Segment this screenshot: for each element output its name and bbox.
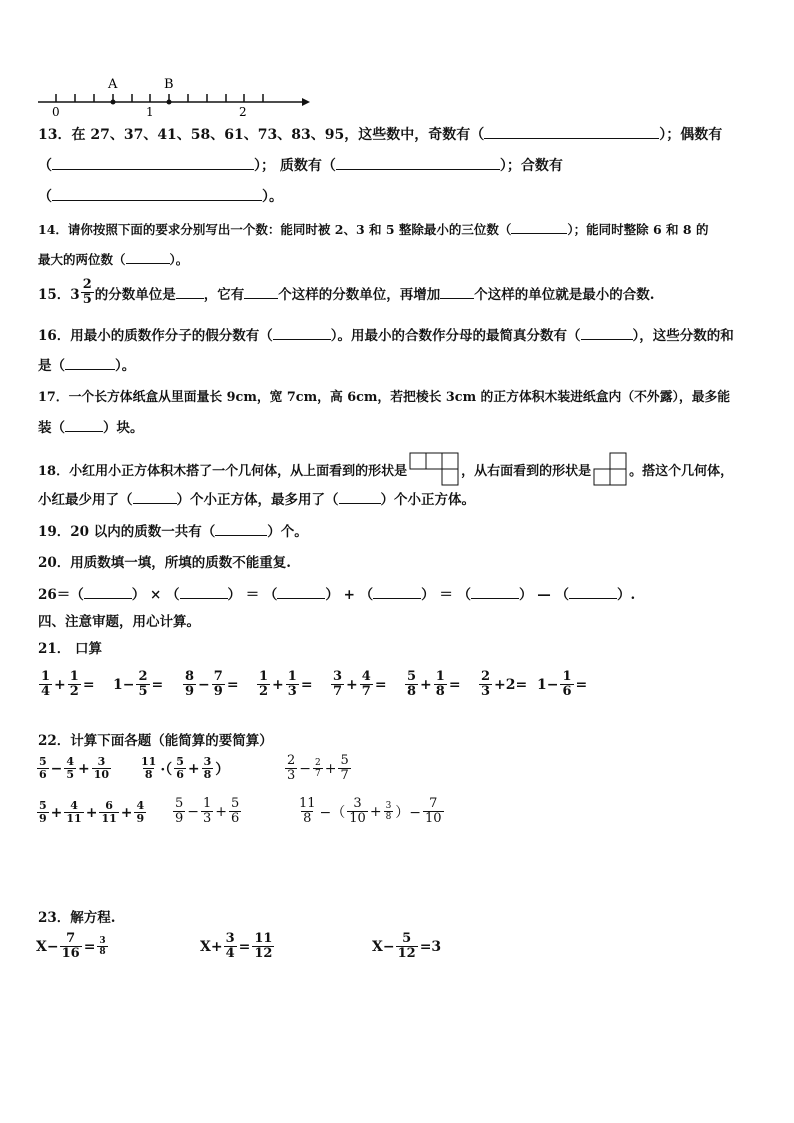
q21-row — [38, 670, 598, 710]
right-view-shape — [593, 452, 627, 486]
q16-line2: 是（ ）。 — [38, 358, 136, 374]
blank[interactable] — [126, 251, 170, 264]
top-view-shape — [409, 452, 459, 486]
q17-line1: 17．一个长方体纸盒从里面量长 9cm，宽 7cm，高 6cm，若把棱长 3cm 的正方体积木装进纸盒内（不外露），最多能 — [38, 390, 731, 405]
blank[interactable] — [581, 327, 633, 340]
q13-line3: （ ）。 — [38, 189, 283, 205]
q14-line1: 14．请你按照下面的要求分别写出一个数：能同时被 2、3 和 5 整除最小的三位数（ ）；能同时整除 6 和 8 的 — [38, 222, 709, 237]
point-b — [167, 100, 172, 105]
section-heading: 四、注意审题，用心计算。 — [38, 614, 200, 630]
tick-0: 0 — [52, 105, 60, 119]
q13-line2: （ ）； 质数有（ ）；合数有 — [38, 158, 563, 174]
number-line — [36, 72, 316, 122]
q23-eq-2: X+ $\frac{3}{4}$ = $\frac{11}{12}$ — [200, 931, 273, 961]
q21-item: $\frac{1}{2}$ + $\frac{1}{3}$ = — [259, 669, 313, 699]
blank[interactable] — [84, 586, 132, 599]
q21-item: $\frac{8}{9}$ − $\frac{7}{9}$ = — [185, 669, 239, 699]
q22-item-3: $\frac{2}{3}$ − $\frac{2}{7}$ + $\frac{5}{7}$ — [287, 753, 349, 783]
q20-title: 20．用质数填一填，所填的质数不能重复. — [38, 555, 291, 571]
blank[interactable] — [336, 157, 500, 170]
q19-line: 19．20 以内的质数一共有（ ）个。 — [38, 524, 308, 540]
q22-item-4: $\frac{5}{9}$ + $\frac{4}{11}$ + $\frac{6}{11}$ + $\frac{4}{9}$ — [39, 799, 145, 825]
blank[interactable] — [484, 126, 659, 139]
q16-line1: 16．用最小的质数作分子的假分数有（ ）。用最小的合数作分母的最简真分数有（ ），这些分数的和 — [38, 328, 734, 344]
q22-item-2: $\frac{11}{8}$ ·（ $\frac{5}{6}$ + $\frac{3}{8}$ ） — [141, 755, 230, 781]
blank[interactable] — [440, 286, 474, 299]
q14-line2: 最大的两位数（ ）。 — [38, 252, 189, 267]
label-b: B — [164, 77, 174, 92]
label-a: A — [108, 77, 118, 92]
blank[interactable] — [65, 357, 115, 370]
blank[interactable] — [215, 523, 267, 536]
q22-item-5: $\frac{5}{9}$ − $\frac{1}{3}$ + $\frac{5}{6}$ — [175, 796, 240, 826]
q21-item: $\frac{2}{3}$ +2= — [481, 669, 528, 699]
q22-title: 22．计算下面各题（能简算的要简算） — [38, 733, 273, 749]
blank[interactable] — [176, 286, 204, 299]
q21-item: 1− $\frac{1}{6}$ = — [537, 669, 588, 699]
q18-line2: 小红最少用了（ ）个小正方体，最多用了（ ）个小正方体。 — [38, 492, 475, 508]
q21-item: $\frac{5}{8}$ + $\frac{1}{8}$ = — [407, 669, 461, 699]
q13-line1: 13．在 27、37、41、58、61、73、83、95，这些数中，奇数有（ ）；偶数有 — [38, 127, 723, 143]
blank[interactable] — [244, 286, 278, 299]
blank[interactable] — [180, 586, 228, 599]
tick-1: 1 — [146, 105, 154, 119]
q21-title: 21． 口算 — [38, 641, 102, 657]
q17-line2: 装（ ）块。 — [38, 420, 144, 436]
q20-equation: 26＝（ ） × （ ） ＝ （ ） + （ ） ＝ （ ） — （ ）. — [38, 587, 636, 603]
q22-item-1: $\frac{5}{6}$ − $\frac{4}{5}$ + $\frac{3}{10}$ — [39, 755, 110, 781]
q18-line1: 18．小红用小正方体积木搭了一个几何体，从上面看到的形状是 ，从右面看到的形状是 。搭这个几何体， — [38, 452, 733, 486]
blank[interactable] — [339, 491, 381, 504]
blank[interactable] — [277, 586, 325, 599]
blank[interactable] — [373, 586, 421, 599]
point-a — [111, 100, 116, 105]
blank[interactable] — [52, 157, 254, 170]
q21-item: $\frac{3}{7}$ + $\frac{4}{7}$ = — [333, 669, 387, 699]
blank[interactable] — [52, 188, 262, 201]
blank[interactable] — [65, 419, 103, 432]
blank[interactable] — [273, 327, 331, 340]
q22-item-6: $\frac{11}{8}$ −（ $\frac{3}{10}$ + $\frac{3}{8}$ ）− $\frac{7}{10}$ — [299, 796, 442, 826]
blank[interactable] — [511, 221, 567, 234]
q15-line: 15．3 $\frac{2}{5}$ 的分数单位是 ，它有 个这样的分数单位，再增加 个这样的单位就是最小的合数. — [38, 277, 655, 307]
q21-item: $\frac{1}{4}$ + $\frac{1}{2}$ = — [41, 669, 95, 699]
q23-eq-3: X− $\frac{5}{12}$ =3 — [372, 931, 442, 961]
q23-title: 23．解方程. — [38, 910, 116, 926]
blank[interactable] — [471, 586, 519, 599]
q23-eq-1: X− $\frac{7}{16}$ = $\frac{3}{8}$ — [36, 931, 106, 961]
q21-item: 1− $\frac{2}{5}$ = — [113, 669, 164, 699]
blank[interactable] — [569, 586, 617, 599]
blank[interactable] — [133, 491, 177, 504]
tick-2: 2 — [239, 105, 247, 119]
